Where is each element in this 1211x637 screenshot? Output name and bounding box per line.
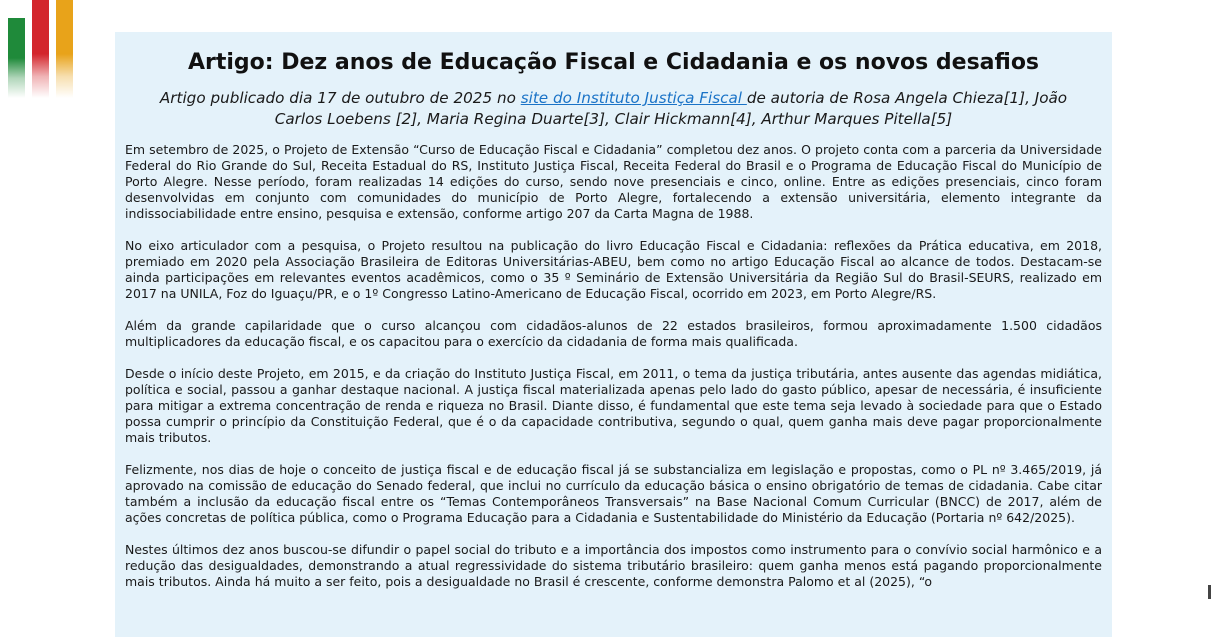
paragraph-6: Nestes últimos dez anos buscou-se difundir o papel social do tributo e a importância dos impostos como instrumento para o convívio social harmônico e a redução das desigualdades, demonstrando a atual regressividade do sistema tributário brasileiro: quem ganha menos está pagando proporcionalmente mais tributos. Ainda há muito a ser feito, pois a desigualdade no Brasil é crescente, conforme demonstra Palomo et al (2025), “o (125, 542, 1102, 589)
institute-site-link[interactable]: site do Instituto Justiça Fiscal (520, 89, 747, 107)
paragraph-5: Felizmente, nos dias de hoje o conceito de justiça fiscal e de educação fiscal já se substancializa em legislação e propostas, como o PL nº 3.465/2019, já aprovado na comissão de educação do Senado federal, que inclui no currículo da educação básica o ensino obrigatório de temas de cidadania. Cabe citar também a inclusão da educação fiscal entre os “Temas Contemporâneos Transversais” na Base Nacional Comum Curricular (BNCC) de 2017, além de ações concretas de política pública, como o Programa Educação para a Cidadania e Sustentabilidade do Ministério da Educação (Portaria nº 642/2025). (125, 462, 1102, 525)
paragraph-1: Em setembro de 2025, o Projeto de Extensão “Curso de Educação Fiscal e Cidadania” completou dez anos. O projeto conta com a parceria da Universidade Federal do Rio Grande do Sul, Receita Estadual do RS, Instituto Justiça Fiscal, Receita Federal do Brasil e o Programa de Educação Fiscal do Município de Porto Alegre. Nesse período, foram realizadas 14 edições do curso, sendo nove presenciais e cinco, online. Entre as edições presenciais, cinco foram desenvolvidas em conjunto com comunidades do município de Porto Alegre, fortalecendo a extensão universitária, elemento integrante da indissociabilidade entre ensino, pesquisa e extensão, conforme artigo 207 da Carta Magna de 1988. (125, 142, 1102, 221)
article-title: Artigo: Dez anos de Educação Fiscal e Cidadania e os novos desafios (187, 50, 1040, 75)
logo-green-bar (8, 18, 25, 98)
byline-authors: de autoria de Rosa Angela Chieza[1], João Carlos Loebens [2], Maria Regina Duarte[3], Clair Hickmann[4], Arthur Marques Pitella[5] (274, 89, 1068, 128)
paragraph-2: No eixo articulador com a pesquisa, o Projeto resultou na publicação do livro Educação Fiscal e Cidadania: reflexões da Prática educativa, em 2018, premiado em 2020 pela Associação Brasileira de Editoras Universitárias-ABEU, bem como no artigo Educação Fiscal ao alcance de todos. Destacam-se ainda participações em relevantes eventos acadêmicos, como o 35 º Seminário de Extensão Universitária da Região Sul do Brasil-SEURS, realizado em 2017 na UNILA, Foz do Iguaçu/PR, e o 1º Congresso Latino-Americano de Educação Fiscal, ocorrido em 2023, em Porto Alegre/RS. (125, 238, 1102, 301)
paragraph-3: Além da grande capilaridade que o curso alcançou com cidadãos-alunos de 22 estados brasileiros, formou aproximadamente 1.500 cidadãos multiplicadores da educação fiscal, e os capacitou para o exercício da cidadania de forma mais qualificada. (125, 318, 1102, 349)
article-panel (115, 32, 1112, 637)
byline-prefix: Artigo publicado dia 17 de outubro de 2025 no (159, 89, 521, 107)
logo-red-bar (32, 0, 49, 98)
paragraph-4: Desde o início deste Projeto, em 2015, e da criação do Instituto Justiça Fiscal, em 2011, o tema da justiça tributária, antes ausente das agendas midiática, política e social, passou a ganhar destaque nacional. A justiça fiscal materializada apenas pelo lado do gasto público, apesar de necessária, é insuficiente para mitigar a extrema concentração de renda e riqueza no Brasil. Diante disso, é fundamental que este tema seja levado à sociedade para que o Estado possa cumprir o princípio da Constituição Federal, que é o da capacidade contributiva, segundo o qual, quem ganha mais deve pagar proporcionalmente mais tributos. (125, 366, 1102, 445)
institute-logo (8, 0, 76, 98)
article-byline (151, 88, 1076, 130)
logo-yellow-bar (56, 0, 73, 98)
